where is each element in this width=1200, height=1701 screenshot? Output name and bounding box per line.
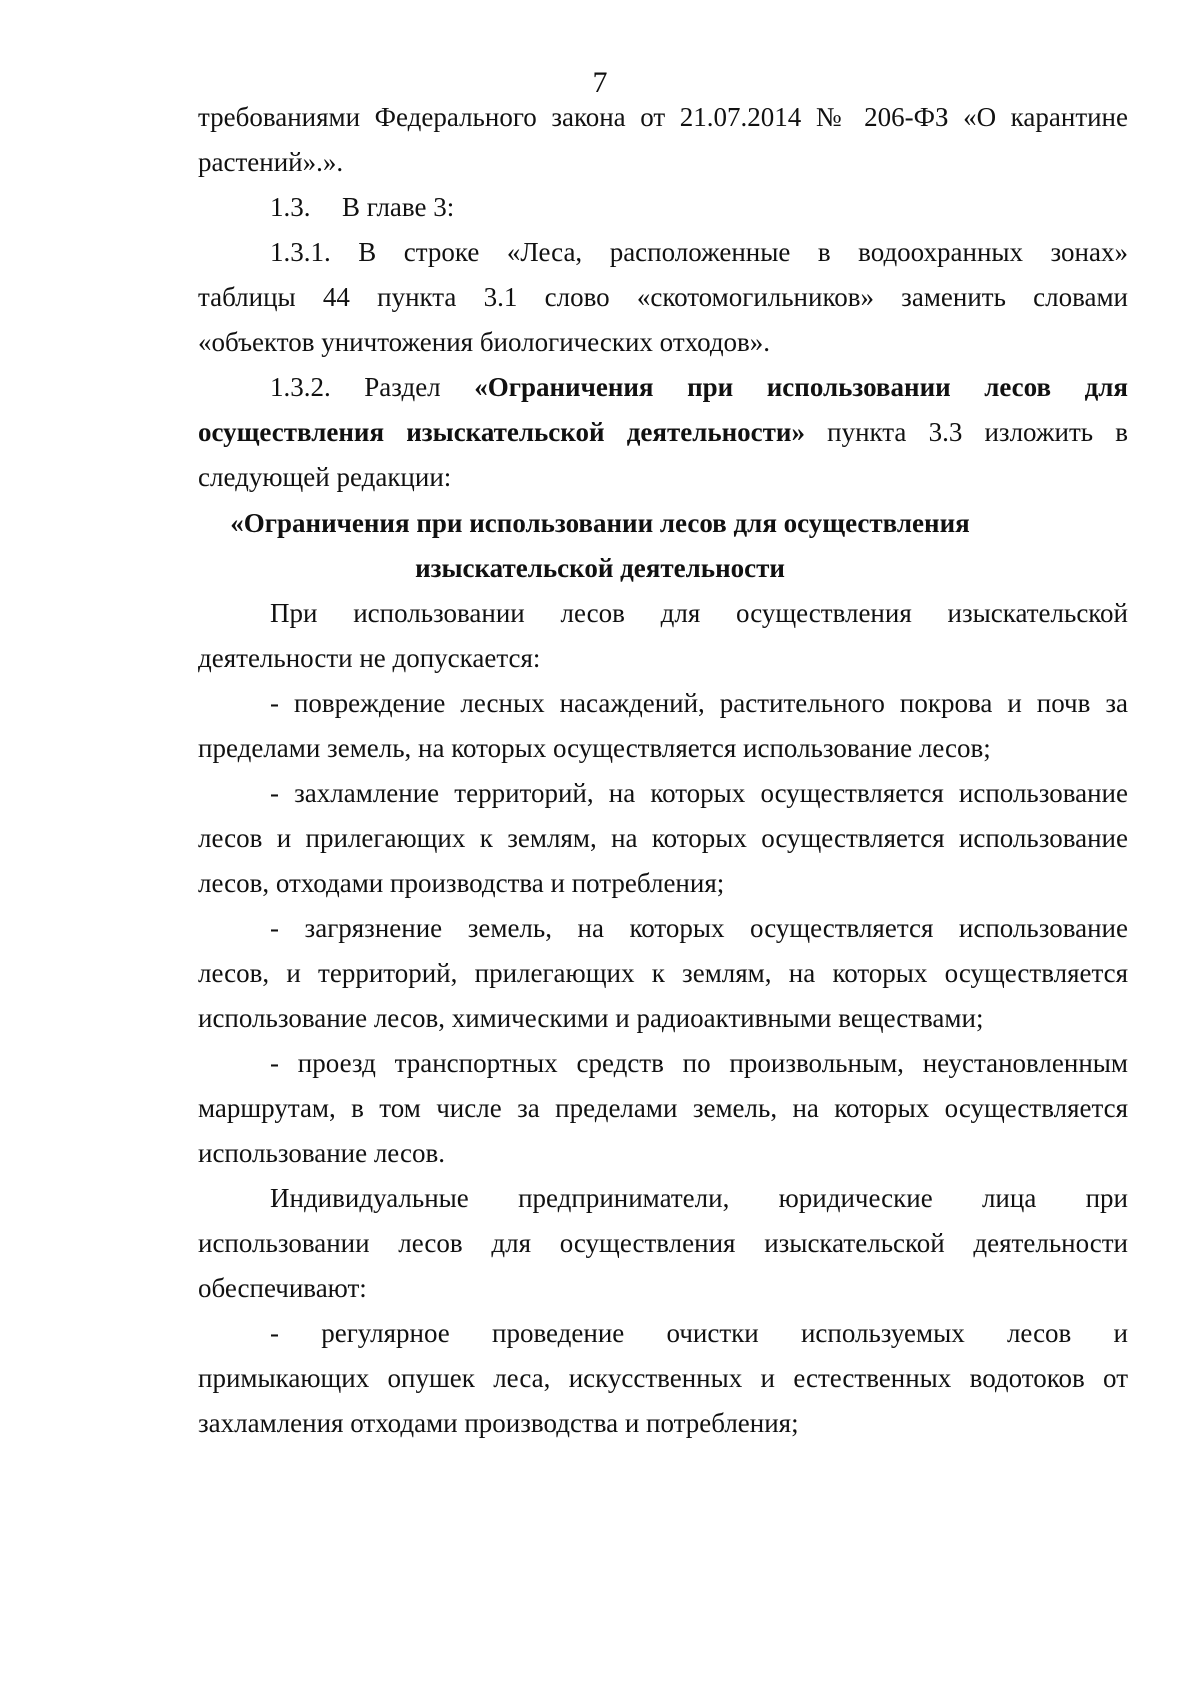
- text-line: «объектов уничтожения биологических отходов».: [198, 327, 771, 357]
- text-line: захламления отходами производства и потребления;: [198, 1408, 799, 1438]
- text-line: растений».».: [198, 147, 344, 177]
- section-title-bold: осуществления изыскательской деятельности»: [198, 417, 805, 447]
- text-line: [198, 413, 1128, 451]
- section-item-1-3-2: [270, 368, 1128, 406]
- page-number: 7: [592, 66, 608, 99]
- text-line: использование лесов.: [198, 1138, 445, 1168]
- text-line: лесов, отходами производства и потребления;: [198, 868, 725, 898]
- text-line: обеспечивают:: [198, 1273, 367, 1303]
- text-line: - регулярное проведение очистки используемых лесов и: [270, 1318, 1128, 1348]
- item-prefix: 1.3.2. Раздел: [270, 372, 441, 402]
- item-text: В главе 3:: [342, 192, 455, 222]
- text-line: лесов и прилегающих к землям, на которых осуществляется использование: [198, 823, 1128, 853]
- text-line: лесов, и территорий, прилегающих к землям, на которых осуществляется: [198, 958, 1128, 988]
- heading-line: изыскательской деятельности: [415, 553, 785, 583]
- text-line: требованиями Федерального закона от 21.07.2014 № 206-ФЗ «О карантине: [198, 102, 1128, 132]
- text-span: пункта 3.3 изложить в: [827, 417, 1128, 447]
- text-line: 1.3.1. В строке «Леса, расположенные в водоохранных зонах»: [270, 237, 1128, 267]
- text-line: Индивидуальные предприниматели, юридические лица при: [270, 1183, 1128, 1213]
- text-line: При использовании лесов для осуществления изыскательской: [270, 598, 1128, 628]
- text-line: маршрутам, в том числе за пределами земель, на которых осуществляется: [198, 1093, 1128, 1123]
- text-line: - повреждение лесных насаждений, растительного покрова и почв за: [270, 688, 1128, 718]
- section-item-1-3: [270, 188, 1128, 226]
- text-line: - захламление территорий, на которых осуществляется использование: [270, 778, 1128, 808]
- text-line: следующей редакции:: [198, 462, 452, 492]
- text-line: использование лесов, химическими и радиоактивными веществами;: [198, 1003, 984, 1033]
- section-title-bold: «Ограничения при использовании лесов для: [474, 372, 1129, 402]
- text-line: примыкающих опушек леса, искусственных и естественных водотоков от: [198, 1363, 1128, 1393]
- text-line: - проезд транспортных средств по произвольным, неустановленным: [270, 1048, 1128, 1078]
- heading-line: «Ограничения при использовании лесов для осуществления: [230, 508, 970, 538]
- text-line: таблицы 44 пункта 3.1 слово «скотомогильников» заменить словами: [198, 282, 1128, 312]
- text-line: использовании лесов для осуществления изыскательской деятельности: [198, 1228, 1128, 1258]
- text-line: - загрязнение земель, на которых осуществляется использование: [270, 913, 1128, 943]
- text-line: пределами земель, на которых осуществляется использование лесов;: [198, 733, 991, 763]
- item-number: 1.3.: [270, 192, 311, 222]
- text-line: деятельности не допускается:: [198, 643, 541, 673]
